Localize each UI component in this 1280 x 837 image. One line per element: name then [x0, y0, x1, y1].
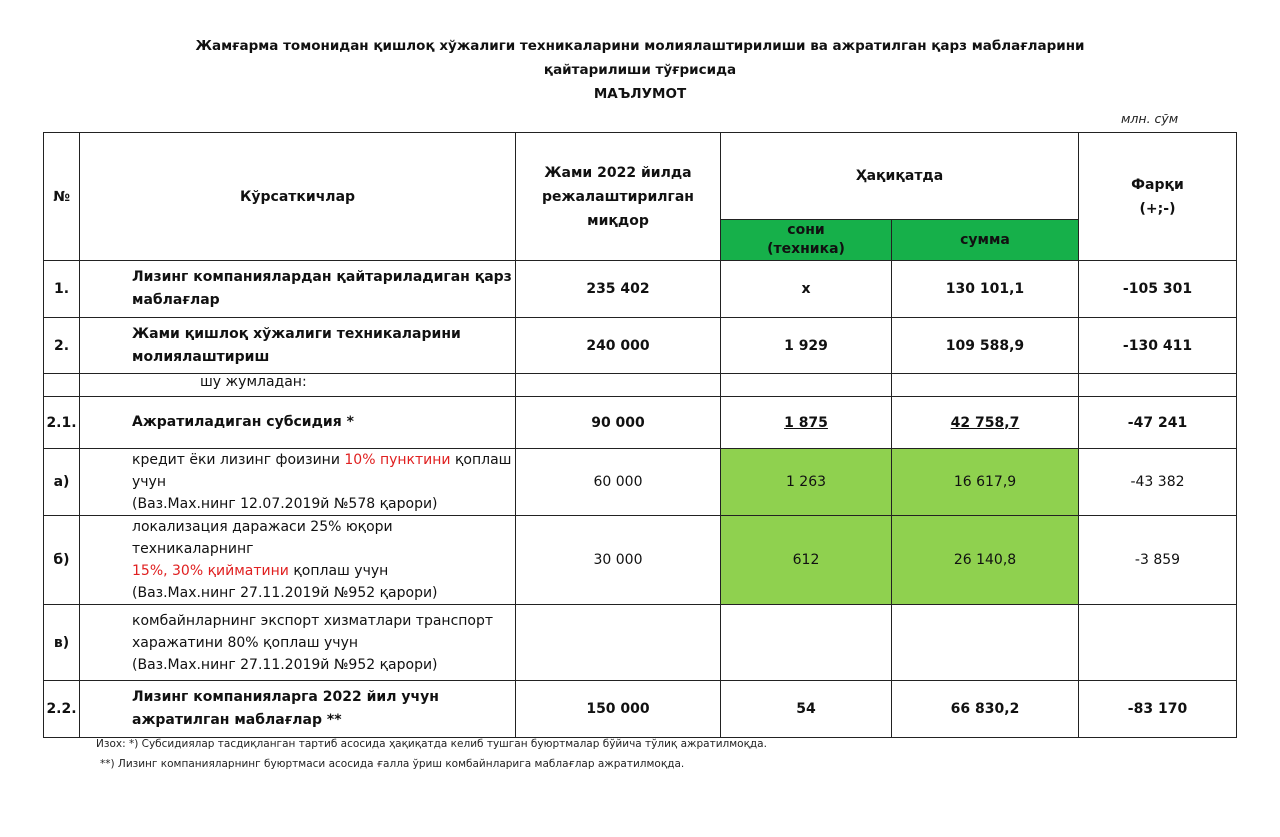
row-indicator-l1: локализация даражаси 25% юқори техникаларнинг — [132, 519, 393, 557]
row-indicator-l3: (Ваз.Мах.нинг 12.07.2019й №578 қарори) — [132, 496, 438, 512]
col-header-sum: сумма — [892, 220, 1079, 261]
row-indicator-l3: (Ваз.Мах.нинг 27.11.2019й №952 қарори) — [132, 656, 438, 673]
row-number: в) — [44, 605, 80, 681]
row-indicator-text: қоплаш — [450, 452, 512, 468]
col-header-planned-l2: режалаштирилган — [542, 188, 694, 205]
row-diff: -3 859 — [1079, 516, 1237, 605]
table-row — [44, 261, 1237, 318]
row-indicator-l2: молиялаштириш — [132, 348, 270, 365]
row-diff: -83 170 — [1079, 681, 1237, 738]
row-sum: 66 830,2 — [892, 681, 1079, 738]
row-indicator-l2: маблағлар — [132, 292, 220, 308]
footnote-leasing: **) Лизинг компанияларнинг буюртмаси асосида ғалла ўриш комбайнларига маблағлар ажратилмоқда. — [100, 758, 685, 770]
table-row — [44, 449, 1237, 516]
col-header-count — [721, 220, 892, 261]
row-indicator-l2: учун — [132, 474, 166, 490]
row-number: б) — [44, 516, 80, 605]
footnote-subsidy: Изох: *) Субсидиялар тасдиқланган тартиб асосида ҳақиқатда келиб тушган буюртмалар бўйича тўлиқ ажратилмоқда. — [96, 738, 767, 750]
row-plan: 150 000 — [516, 681, 721, 738]
row-sum: 26 140,8 — [892, 516, 1079, 605]
table-row — [44, 516, 1237, 605]
col-header-actual: Ҳақиқатда — [721, 133, 1079, 220]
row-count: 1 929 — [721, 318, 892, 374]
row-sum: 130 101,1 — [892, 261, 1079, 318]
table-row — [44, 397, 1237, 449]
report-title-line2: қайтарилиши тўғрисида — [543, 62, 737, 78]
col-header-diff — [1079, 133, 1237, 261]
row-indicator-l2: харажатини 80% қоплаш учун — [132, 634, 359, 651]
row-indicator: Ажратиладиган субсидия * — [80, 397, 516, 449]
row-number: а) — [44, 449, 80, 516]
row-sum: 42 758,7 — [892, 397, 1079, 449]
row-indicator-text: қоплаш учун — [288, 563, 389, 579]
row-plan: 30 000 — [516, 516, 721, 605]
row-plan: 60 000 — [516, 449, 721, 516]
col-header-diff-l1: Фарқи — [1131, 176, 1184, 193]
row-count: х — [721, 261, 892, 318]
row-count — [721, 605, 892, 681]
table-row — [44, 605, 1237, 681]
col-header-count-l1: сони — [787, 222, 825, 238]
row-number: 2.1. — [44, 397, 80, 449]
row-indicator-l1: Лизинг компанияларга 2022 йил учун — [132, 689, 439, 705]
row-indicator-l1 — [132, 449, 515, 471]
row-number: 1. — [44, 261, 80, 318]
row-diff: -47 241 — [1079, 397, 1237, 449]
row-indicator-highlight: 15%, 30% қийматини — [132, 563, 289, 579]
row-count: 1 875 — [721, 397, 892, 449]
row-sum: 109 588,9 — [892, 318, 1079, 374]
row-indicator — [80, 261, 516, 318]
row-sum — [892, 605, 1079, 681]
col-header-diff-l2: (+;-) — [1139, 200, 1176, 217]
row-sum: 16 617,9 — [892, 449, 1079, 516]
row-indicator-l1: Лизинг компаниялардан қайтариладиган қарз — [132, 269, 512, 285]
row-plan: 240 000 — [516, 318, 721, 374]
row-indicator — [80, 318, 516, 374]
row-indicator-l1: Жами қишлоқ хўжалиги техникаларини — [132, 325, 461, 342]
col-header-planned — [516, 133, 721, 261]
row-plan: 90 000 — [516, 397, 721, 449]
row-indicator-highlight: 10% пунктини — [344, 452, 451, 468]
row-diff: -130 411 — [1079, 318, 1237, 374]
row-indicator-l2: ажратилган маблағлар ** — [132, 712, 342, 728]
col-header-count-l2: (техника) — [767, 241, 845, 257]
row-number: 2.2. — [44, 681, 80, 738]
report-title-line3: МАЪЛУМОТ — [593, 86, 687, 102]
row-indicator-text: кредит ёки лизинг фоизини — [132, 452, 345, 468]
row-count: 612 — [721, 516, 892, 605]
table-row — [44, 374, 1237, 397]
row-indicator-l2 — [132, 560, 515, 582]
row-plan — [516, 605, 721, 681]
col-header-no: № — [44, 133, 80, 261]
report-title-line1: Жамғарма томонидан қишлоқ хўжалиги техникаларини молиялаштирилиши ва ажратилган қарз маблағларини — [195, 38, 1085, 54]
row-indicator-l3: (Ваз.Мах.нинг 27.11.2019й №952 қарори) — [132, 585, 438, 601]
row-plan: 235 402 — [516, 261, 721, 318]
row-count: 54 — [721, 681, 892, 738]
including-label: шу жумладан: — [80, 374, 516, 397]
col-header-planned-l3: миқдор — [587, 212, 649, 229]
row-number — [44, 374, 80, 397]
row-diff — [1079, 605, 1237, 681]
row-diff: -105 301 — [1079, 261, 1237, 318]
row-indicator — [80, 449, 516, 516]
table-row — [44, 681, 1237, 738]
row-indicator — [80, 681, 516, 738]
report-table — [43, 132, 1237, 738]
row-number: 2. — [44, 318, 80, 374]
row-indicator — [80, 605, 516, 681]
col-header-planned-l1: Жами 2022 йилда — [544, 164, 692, 181]
unit-label: млн. сўм — [1121, 111, 1179, 126]
col-header-indicators: Кўрсаткичлар — [80, 133, 516, 261]
table-row — [44, 318, 1237, 374]
row-indicator-l1: комбайнларнинг экспорт хизматлари транспорт — [132, 612, 494, 629]
row-count: 1 263 — [721, 449, 892, 516]
row-indicator — [80, 516, 516, 605]
row-diff: -43 382 — [1079, 449, 1237, 516]
